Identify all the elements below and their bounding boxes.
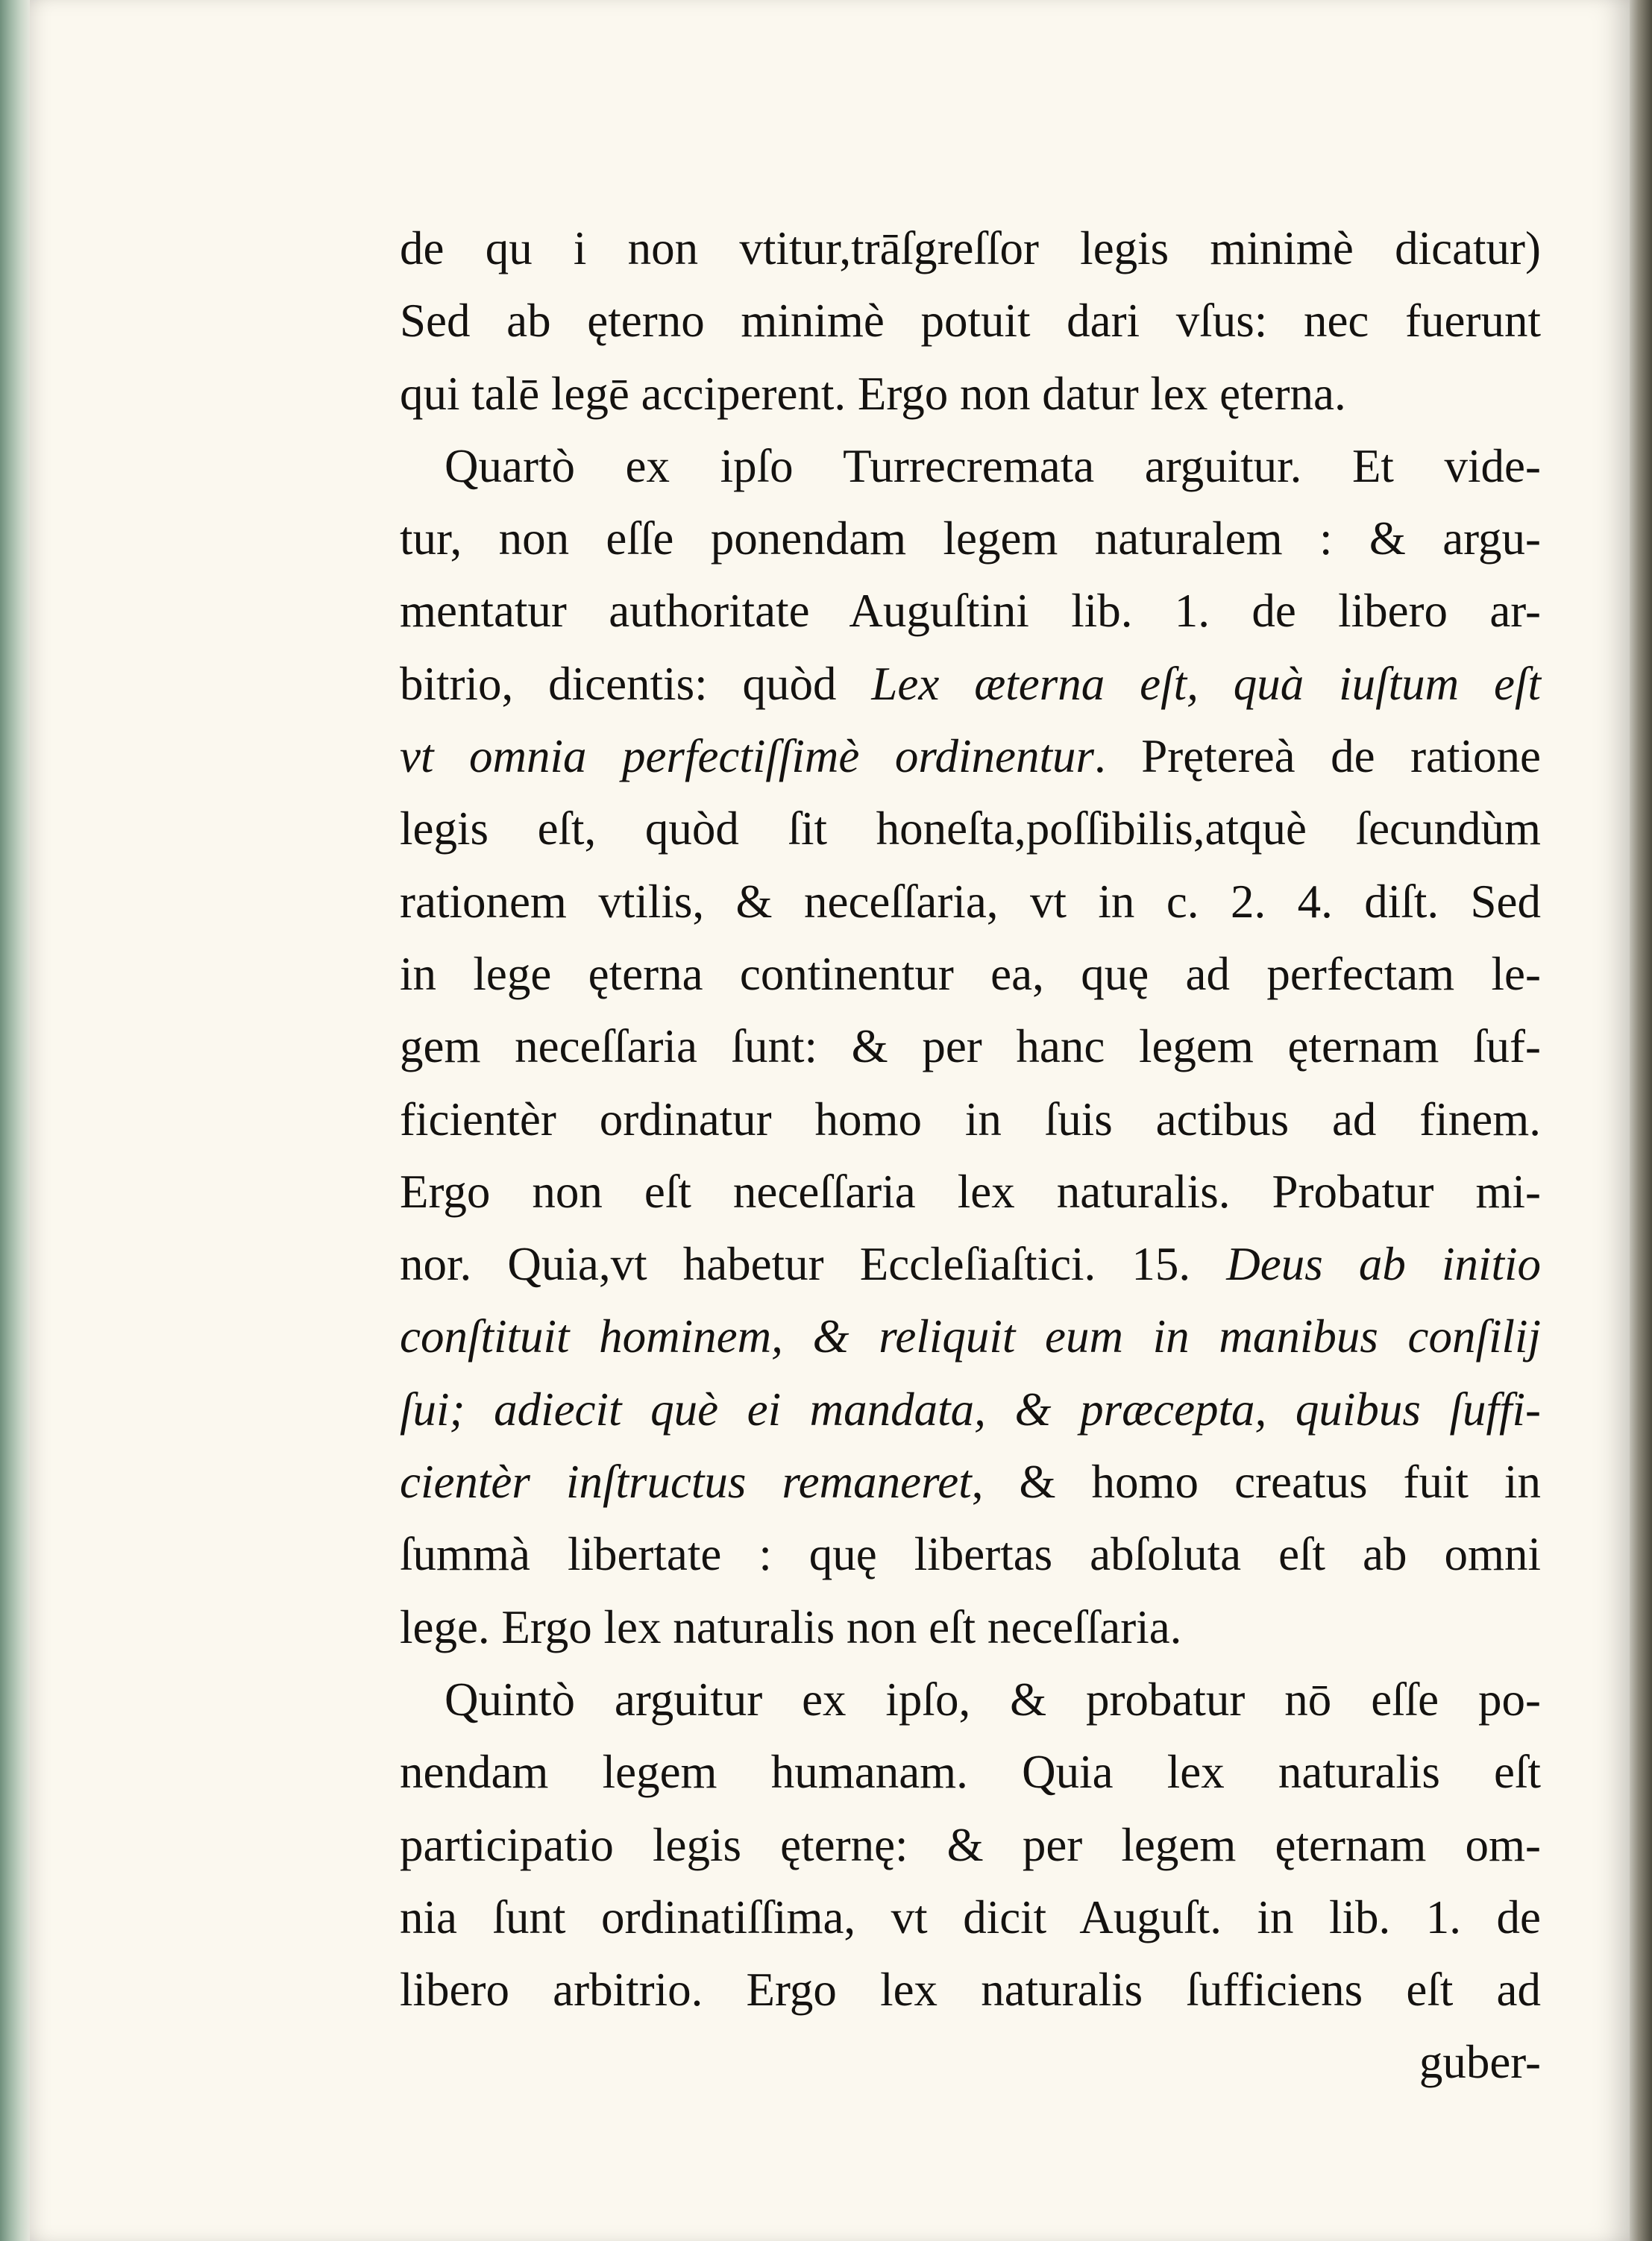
italic-text-run: conſtituit hominem, & reliquit eum in manibus conſilij [400,1310,1541,1363]
text-run: gem neceſſaria ſunt: & per hanc legem ęternam ſuf- [400,1020,1541,1073]
text-run: nor. Quia,vt habetur Eccleſiaſtici. 15. [400,1238,1227,1291]
italic-text-run: Deus ab initio [1226,1238,1541,1291]
text-line [400,2026,1541,2099]
text-run: tur, non eſſe ponendam legem naturalem : & argu- [400,512,1541,565]
text-run: , & homo creatus fuit in [971,1456,1542,1509]
text-line [400,1301,1541,1373]
text-run: Quartò ex ipſo Turrecremata arguitur. Et vide- [445,439,1541,492]
text-line [400,1374,1541,1446]
text-line [400,1809,1541,1882]
text-run: de qu i non vtitur,trāſgreſſor legis minimè dicatur) [400,222,1541,274]
text-run: Quintò arguitur ex ipſo, & probatur nō eſſe po- [445,1673,1541,1726]
text-line [400,793,1541,865]
text-line [400,648,1541,720]
text-run: participatio legis ęternę: & per legem ęternam om- [400,1818,1541,1871]
text-line [400,938,1541,1011]
text-run: Sed ab ęterno minimè potuit dari vſus: nec fuerunt [400,295,1541,348]
text-line [400,720,1541,793]
text-run: legis eſt, quòd ſit honeſta,poſſibilis,atquè ſecundùm [400,802,1541,855]
text-run: Ergo non eſt neceſſaria lex naturalis. Probatur mi- [400,1165,1541,1218]
text-line [400,503,1541,575]
italic-text-run: cientèr inſtructus remaneret [400,1456,972,1509]
text-run: ſummà libertate : quę libertas abſoluta eſt ab omni [400,1528,1541,1581]
text-line [400,1156,1541,1228]
text-run: . Prętereà de ratione [1094,730,1541,783]
text-line [400,575,1541,647]
text-line [400,1228,1541,1301]
text-line [400,430,1541,503]
text-line [400,1011,1541,1083]
page-text-block [400,213,1541,2099]
italic-text-run: vt omnia perfectiſſimè ordinentur [400,730,1095,783]
text-line [400,1664,1541,1736]
italic-text-run: ſui; adiecit què ei mandata, & præcepta, quibus ſuffi- [400,1383,1541,1436]
text-line [400,1954,1541,2026]
book-binding-edge [0,0,30,2241]
italic-text-run: Lex æterna eſt, quà iuſtum eſt [871,657,1541,710]
text-line [400,213,1541,285]
text-run: bitrio, dicentis: quòd [400,657,872,710]
text-line [400,1518,1541,1591]
text-line [400,1591,1541,1664]
text-run: lege. Ergo lex naturalis non eſt neceſſaria. [400,1600,1182,1653]
text-run: libero arbitrio. Ergo lex naturalis ſufficiens eſt ad [400,1964,1541,2017]
page-gutter-shadow [1630,0,1652,2241]
text-line [400,285,1541,357]
text-run: ficientèr ordinatur homo in ſuis actibus ad finem. [400,1093,1541,1145]
text-run: mentatur authoritate Auguſtini lib. 1. de libero ar- [400,585,1541,638]
text-run: guber- [1419,2036,1541,2089]
text-line [400,358,1541,430]
text-run: qui talē legē acciperent. Ergo non datur lex ęterna. [400,367,1346,420]
text-line [400,1882,1541,1954]
text-run: nendam legem humanam. Quia lex naturalis eſt [400,1746,1541,1799]
text-run: in lege ęterna continentur ea, quę ad perfectam le- [400,947,1541,1000]
text-line [400,1084,1541,1156]
text-line [400,1446,1541,1518]
text-run: nia ſunt ordinatiſſima, vt dicit Auguſt. in lib. 1. de [400,1890,1541,1943]
text-line [400,866,1541,938]
text-line [400,1736,1541,1808]
text-run: rationem vtilis, & neceſſaria, vt in c. 2. 4. diſt. Sed [400,875,1541,928]
